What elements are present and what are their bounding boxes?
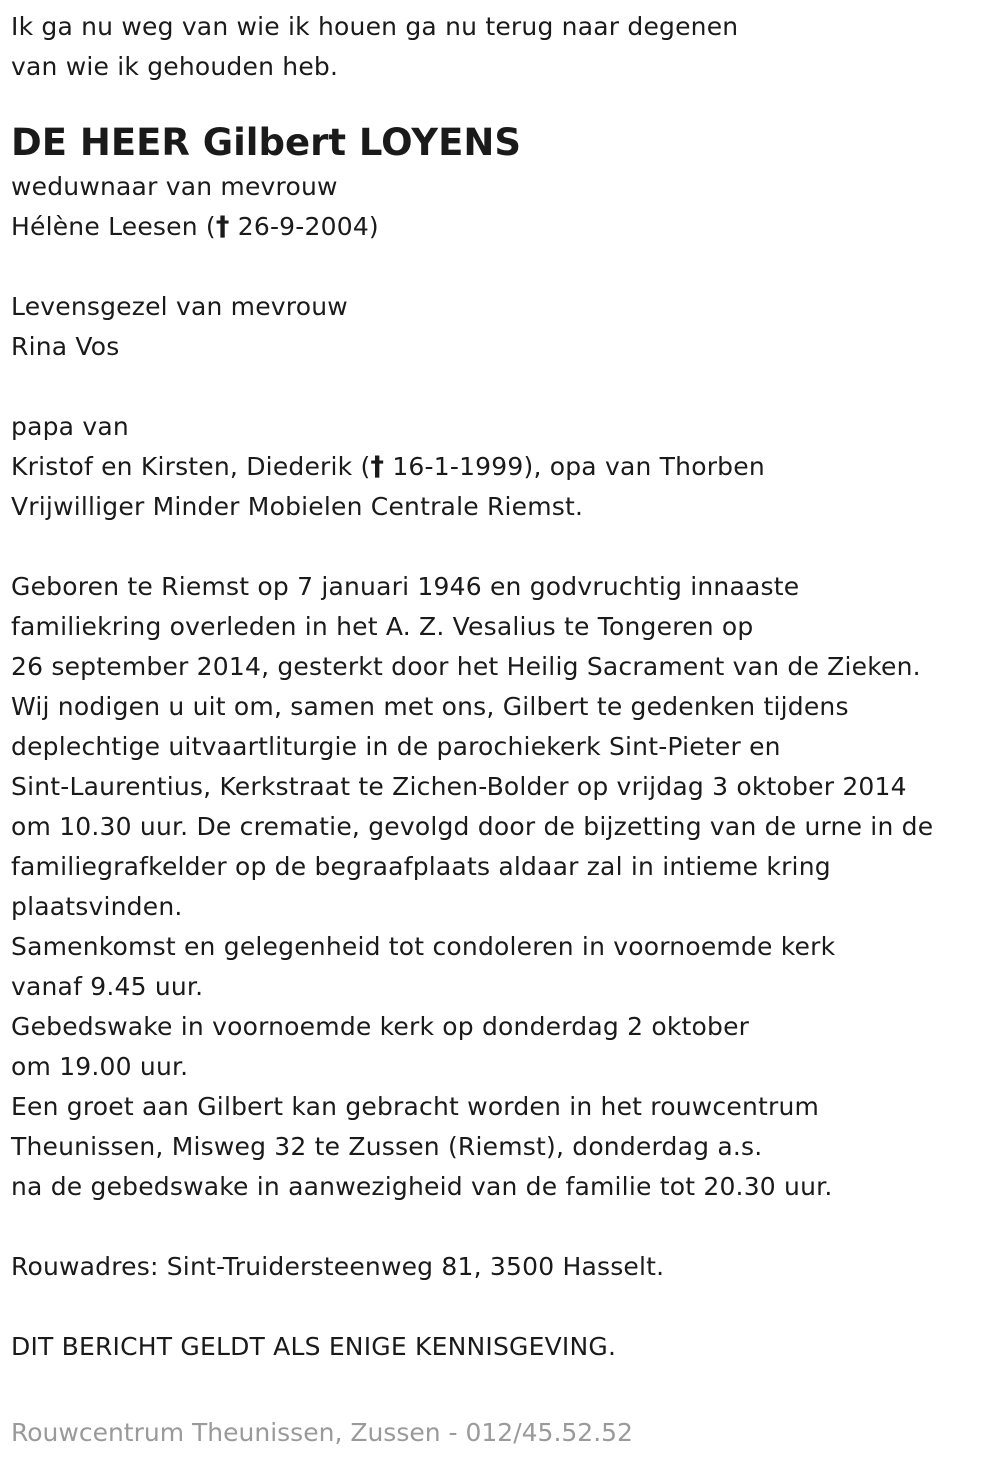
cross-icon: † (215, 211, 230, 242)
deceased-name: DE HEER Gilbert LOYENS (11, 121, 521, 164)
cross-icon: † (370, 451, 385, 482)
body-line: Gebedswake in voornoemde kerk op donderdag 2 oktober (11, 1012, 750, 1041)
body-line: Theunissen, Misweg 32 te Zussen (Riemst), donderdag a.s. (11, 1132, 763, 1161)
body-line: om 19.00 uur. (11, 1052, 189, 1081)
body-line: deplechtige uitvaartliturgie in de parochiekerk Sint-Pieter en (11, 732, 781, 761)
mourning-address: Rouwadres: Sint-Truidersteenweg 81, 3500 Hasselt. (11, 1252, 665, 1281)
body-line: Een groet aan Gilbert kan gebracht worden in het rouwcentrum (11, 1092, 820, 1121)
body-line: plaatsvinden. (11, 892, 183, 921)
widower-label: weduwnaar van mevrouw (11, 172, 338, 201)
body-line: familiegrafkelder op de begraafplaats aldaar zal in intieme kring (11, 852, 831, 881)
spacer (11, 247, 1000, 287)
children-label: papa van (11, 412, 129, 441)
body-line: 26 september 2014, gesterkt door het Heilig Sacrament van de Zieken. (11, 652, 921, 681)
partner-name: Rina Vos (11, 332, 120, 361)
volunteer-line: Vrijwilliger Minder Mobielen Centrale Riemst. (11, 492, 584, 521)
motto-line-1: Ik ga nu weg van wie ik houen ga nu terug naar degenen (11, 12, 739, 41)
spouse-death-date: 26-9-2004) (229, 212, 379, 241)
body-line: Sint-Laurentius, Kerkstraat te Zichen-Bolder op vrijdag 3 oktober 2014 (11, 772, 907, 801)
motto-line-2: van wie ik gehouden heb. (11, 52, 339, 81)
body-line: vanaf 9.45 uur. (11, 972, 204, 1001)
body-text (11, 567, 1000, 1207)
spacer (11, 367, 1000, 407)
spouse-line (11, 207, 1000, 247)
body-line: familiekring overleden in het A. Z. Vesalius te Tongeren op (11, 612, 754, 641)
spouse-name: Hélène Leesen ( (11, 212, 216, 241)
spacer (11, 1287, 1000, 1327)
children-line (11, 447, 1000, 487)
partner-label: Levensgezel van mevrouw (11, 292, 348, 321)
body-line: om 10.30 uur. De crematie, gevolgd door de bijzetting van de urne in de (11, 812, 934, 841)
notice-line: DIT BERICHT GELDT ALS ENIGE KENNISGEVING. (11, 1332, 617, 1361)
body-line: Samenkomst en gelegenheid tot condoleren in voornoemde kerk (11, 932, 836, 961)
spacer (11, 527, 1000, 567)
body-line: na de gebedswake in aanwezigheid van de familie tot 20.30 uur. (11, 1172, 833, 1201)
children-names-suffix: 16-1-1999), opa van Thorben (384, 452, 765, 481)
spacer (11, 1207, 1000, 1247)
children-names: Kristof en Kirsten, Diederik ( (11, 452, 371, 481)
body-line: Wij nodigen u uit om, samen met ons, Gilbert te gedenken tijdens (11, 692, 849, 721)
body-line: Geboren te Riemst op 7 januari 1946 en godvruchtig innaaste (11, 572, 800, 601)
footer-funeral-home: Rouwcentrum Theunissen, Zussen - 012/45.52.52 (11, 1418, 633, 1447)
